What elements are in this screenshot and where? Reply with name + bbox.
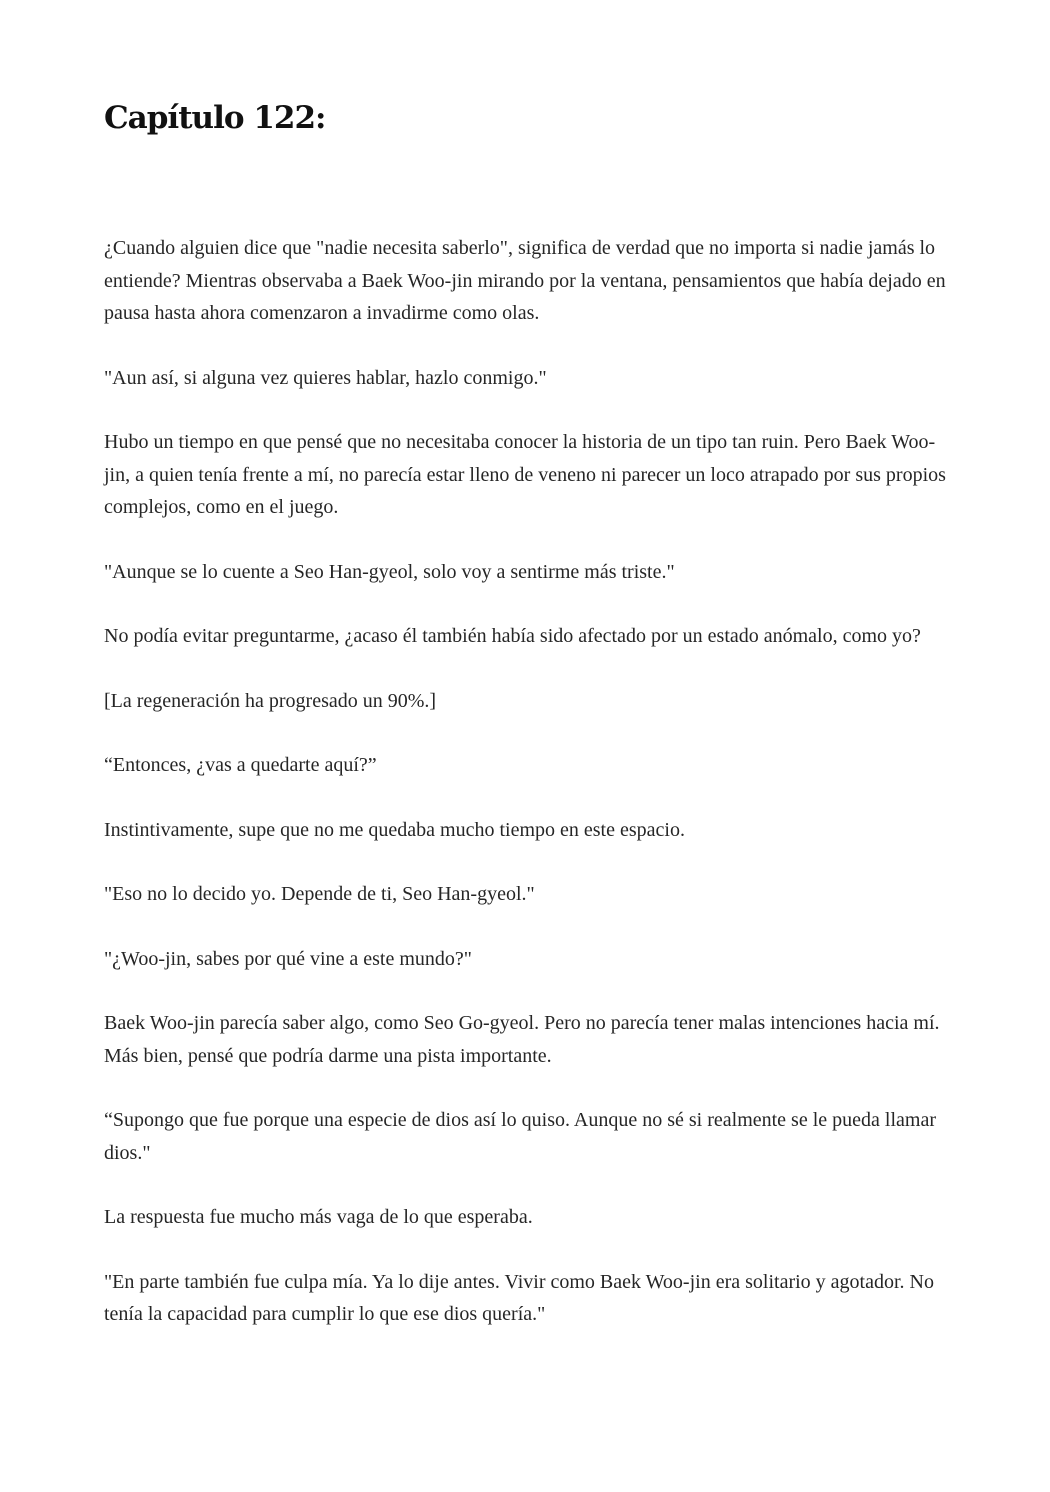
- paragraph: "Aunque se lo cuente a Seo Han-gyeol, solo voy a sentirme más triste.": [104, 560, 675, 583]
- paragraph: No podía evitar preguntarme, ¿acaso él también había sido afectado por un estado anómalo, como yo?: [104, 625, 921, 647]
- paragraph: "¿Woo-jin, sabes por qué vine a este mundo?": [104, 947, 472, 970]
- chapter-body: [104, 232, 954, 1363]
- paragraph: ¿Cuando alguien dice que "nadie necesita saberlo", significa de verdad que no importa si nadie jamás lo entiende? Mientras observaba a Baek Woo-jin mirando por la ventana, pensamientos que había dejado en pausa hasta ahora comenzaron a invadirme como olas.: [104, 237, 946, 324]
- paragraph: Instintivamente, supe que no me quedaba mucho tiempo en este espacio.: [104, 818, 685, 841]
- paragraph: “Entonces, ¿vas a quedarte aquí?”: [104, 754, 377, 776]
- paragraph: Hubo un tiempo en que pensé que no necesitaba conocer la historia de un tipo tan ruin. Pero Baek Woo-jin, a quien tenía frente a mí, no parecía estar lleno de veneno ni parecer un loco atrapado por sus propios complejos, como en el juego.: [104, 431, 946, 518]
- paragraph: “Supongo que fue porque una especie de dios así lo quiso. Aunque no sé si realmente se le pueda llamar dios.": [104, 1109, 936, 1164]
- paragraph: Baek Woo-jin parecía saber algo, como Seo Go-gyeol. Pero no parecía tener malas intenciones hacia mí. Más bien, pensé que podría darme una pista importante.: [104, 1012, 940, 1067]
- paragraph: La respuesta fue mucho más vaga de lo que esperaba.: [104, 1206, 533, 1228]
- paragraph: "En parte también fue culpa mía. Ya lo dije antes. Vivir como Baek Woo-jin era solitario y agotador. No tenía la capacidad para cumplir lo que ese dios quería.": [104, 1270, 934, 1325]
- paragraph: "Aun así, si alguna vez quieres hablar, hazlo conmigo.": [104, 366, 547, 389]
- paragraph: "Eso no lo decido yo. Depende de ti, Seo Han-gyeol.": [104, 883, 535, 905]
- chapter-title: Capítulo 122:: [104, 100, 326, 136]
- paragraph: [La regeneración ha progresado un 90%.]: [104, 689, 437, 712]
